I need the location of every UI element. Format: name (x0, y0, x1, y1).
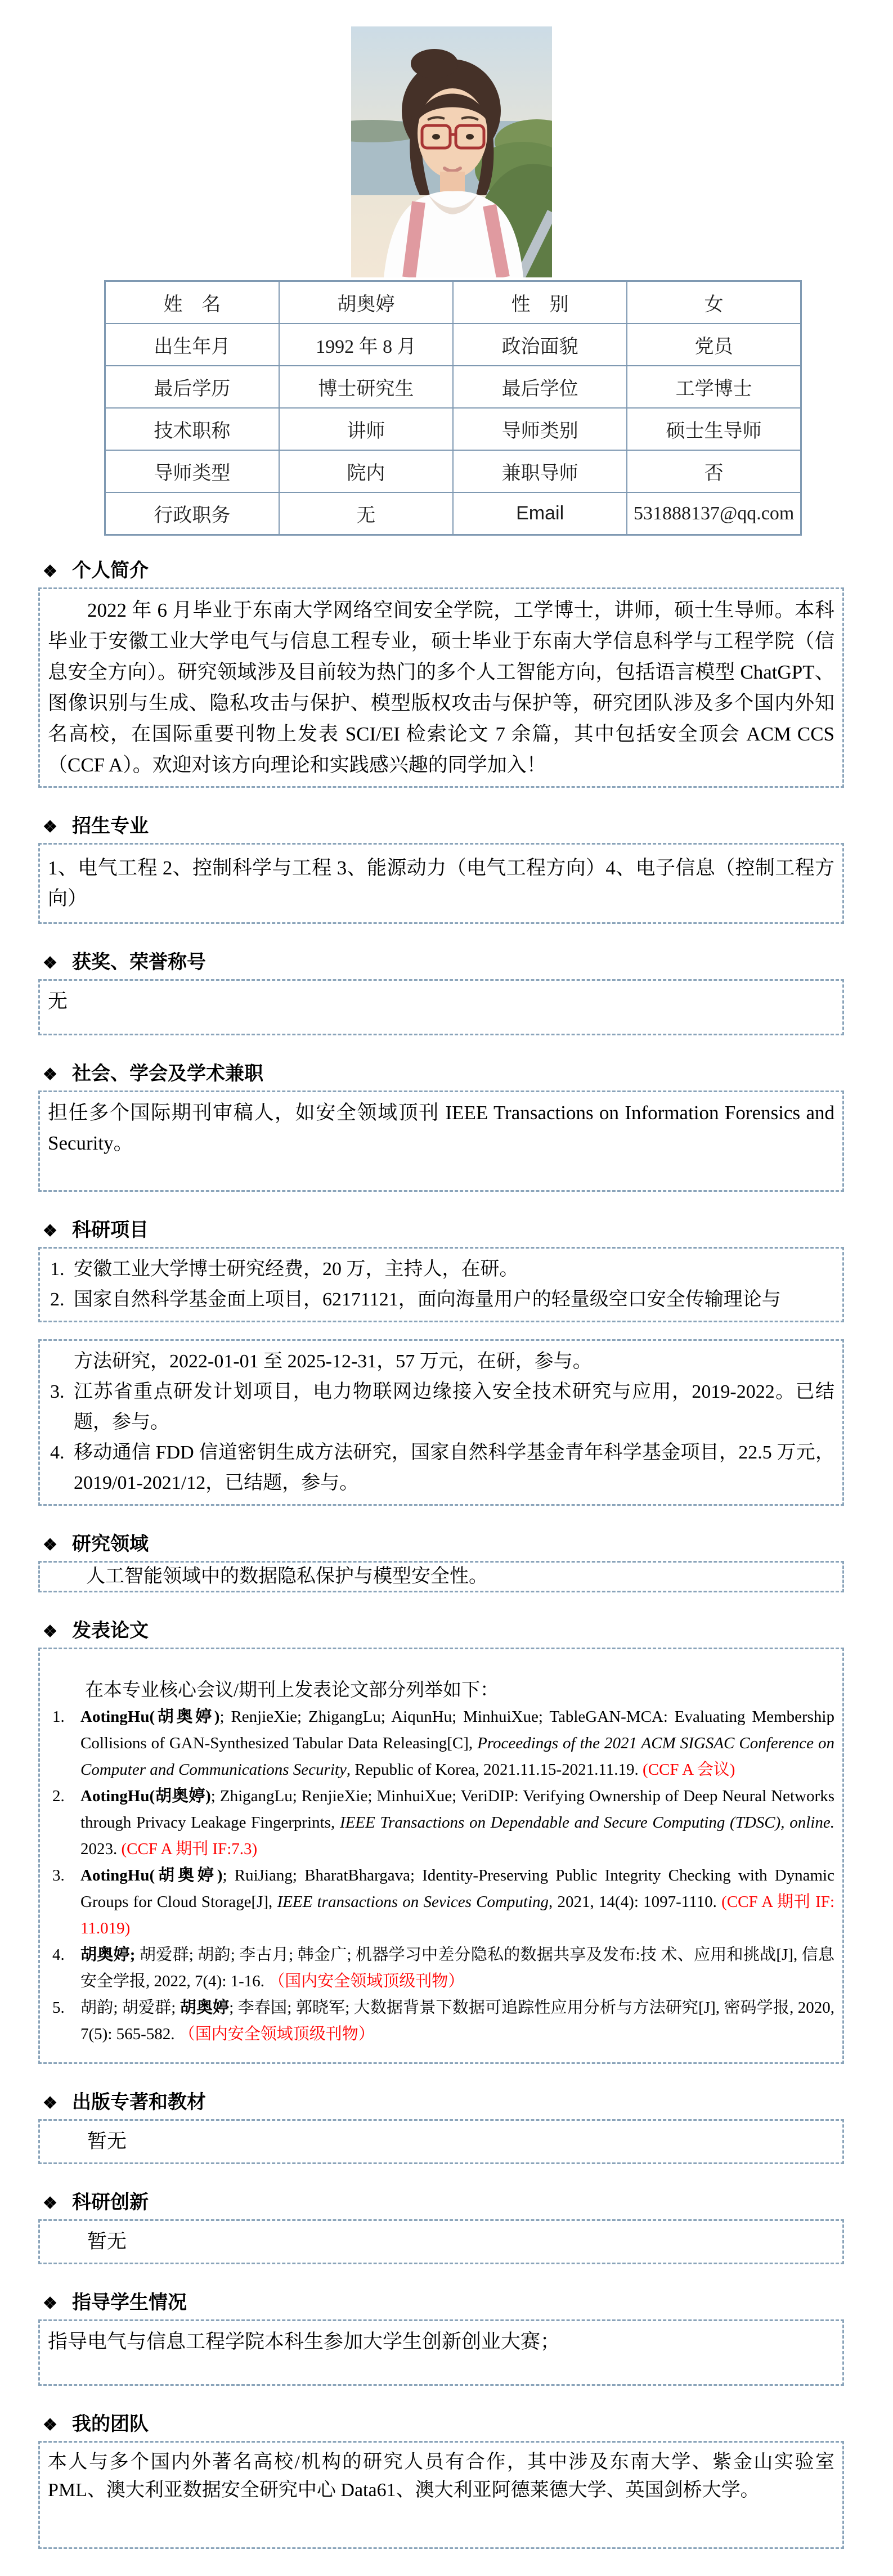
table-row (105, 281, 801, 324)
field-label-education: 最后学历 (105, 366, 279, 408)
section-title: 发表论文 (72, 1621, 149, 1641)
awards-text: 无 (48, 990, 68, 1012)
diamond-bullet-icon: ❖ (43, 1536, 57, 1554)
section-header (43, 816, 844, 837)
bottom-whitespace (0, 2549, 893, 2576)
field-label-political: 政治面貌 (453, 324, 627, 366)
research-area-box (38, 1561, 844, 1592)
section-students (38, 2292, 844, 2386)
section-title: 科研项目 (72, 1220, 149, 1241)
innovation-box (38, 2219, 844, 2264)
item-number: 3. (52, 1866, 65, 1884)
field-value-admin-duty: 无 (279, 492, 453, 535)
publications-lead: 在本专业核心会议/期刊上发表论文部分列举如下： (85, 1680, 499, 1700)
section-header (43, 2414, 844, 2435)
publication-text: 2023. (80, 1840, 122, 1858)
sections-container (38, 560, 844, 2549)
project-item (48, 1377, 834, 1438)
item-number: 2. (50, 1289, 65, 1310)
innovation-text: 暂无 (87, 2231, 127, 2252)
profile-photo (351, 26, 552, 277)
projects-box-1 (38, 1247, 844, 1322)
publication-ccf-tag: (CCF A 期刊 IF: 11.019) (80, 1893, 834, 1937)
section-header (43, 2092, 844, 2113)
publication-journal-tag: （国内安全领域顶级刊物） (268, 1972, 465, 1990)
enroll-majors-box (38, 843, 844, 924)
field-value-political: 党员 (627, 324, 801, 366)
diamond-bullet-icon: ❖ (43, 1222, 57, 1240)
field-label-name: 姓 名 (105, 281, 279, 324)
section-research-area (38, 1534, 844, 1592)
field-value-birth: 1992 年 8 月 (279, 324, 453, 366)
section-title: 科研创新 (72, 2192, 149, 2213)
publication-journal-tag: （国内安全领域顶级刊物） (178, 2025, 375, 2043)
publication-item (48, 1783, 834, 1863)
section-title: 我的团队 (72, 2414, 149, 2435)
diamond-bullet-icon: ❖ (43, 954, 57, 972)
section-header (43, 1063, 844, 1085)
publication-item (48, 1942, 834, 1995)
field-label-degree: 最后学位 (453, 366, 627, 408)
publication-author-highlight: AotingHu(胡奥婷) (80, 1708, 220, 1726)
publication-ccf-tag: (CCF A 期刊 IF:7.3) (121, 1840, 258, 1858)
team-text: 本人与多个国内外著名高校/机构的研究人员有合作，其中涉及东南大学、紫金山实验室 PML、澳大利亚数据安全研究中心 Data61、澳大利亚阿德莱德大学、英国剑桥大学。 (48, 2452, 834, 2501)
item-number: 3. (50, 1381, 65, 1402)
projects-box-2 (38, 1339, 844, 1506)
publication-item (48, 1704, 834, 1783)
section-header (43, 1534, 844, 1555)
publication-text: ; 李春国; 郭晓军; 大数据背景下数据可追踪性应用分析与方法研究[J], 密码学报, 2020, 7(5): 565-582. (80, 1999, 834, 2043)
enroll-majors-text: 1、电气工程 2、控制科学与工程 3、能源动力（电气工程方向）4、电子信息（控制工程方向） (48, 857, 834, 909)
publication-author-highlight: 胡奥婷; (80, 1946, 136, 1964)
field-value-email: 531888137@qq.com (627, 492, 801, 535)
publication-item (48, 1863, 834, 1942)
section-header (43, 1621, 844, 1642)
field-label-title: 技术职称 (105, 408, 279, 450)
publication-text: , 2021, 14(4): 1097-1110. (549, 1893, 722, 1911)
section-books (38, 2092, 844, 2164)
project-item-continued (48, 1347, 834, 1377)
table-row (105, 492, 801, 535)
item-number: 1. (52, 1708, 65, 1726)
diamond-bullet-icon: ❖ (43, 818, 57, 836)
section-awards (38, 952, 844, 1035)
personal-info-table (104, 280, 802, 536)
publication-venue: IEEE Transactions on Dependable and Secure Computing (TDSC), online. (339, 1814, 834, 1832)
table-row (105, 450, 801, 492)
diamond-bullet-icon: ❖ (43, 562, 57, 581)
portrait-photo-graphic (351, 26, 552, 277)
diamond-bullet-icon: ❖ (43, 2194, 57, 2213)
section-header (43, 560, 844, 582)
diamond-bullet-icon: ❖ (43, 2416, 57, 2434)
section-intro (38, 560, 844, 788)
section-header (43, 1220, 844, 1241)
field-value-title: 讲师 (279, 408, 453, 450)
diamond-bullet-icon: ❖ (43, 1065, 57, 1084)
project-text: 安徽工业大学博士研究经费，20 万，主持人，在研。 (74, 1259, 519, 1280)
publication-venue: Proceedings of the 2021 ACM SIGSAC Conference on Computer and Communications Security (80, 1734, 835, 1779)
diamond-bullet-icon: ❖ (43, 2294, 57, 2313)
publication-venue: IEEE transactions on Sevices Computing (277, 1893, 549, 1911)
section-enroll-majors (38, 816, 844, 924)
publication-author-highlight: AotingHu(胡奥婷) (80, 1787, 211, 1805)
section-header (43, 2192, 844, 2214)
section-title: 个人简介 (72, 560, 149, 581)
section-innovation (38, 2192, 844, 2264)
item-number: 5. (52, 1999, 65, 2017)
section-title: 指导学生情况 (72, 2292, 187, 2313)
field-label-supervisor-type: 导师类型 (105, 450, 279, 492)
publication-text: ; RenjieXie; ZhigangLu; AiqunHu; MinhuiXue; TableGAN-MCA: Evaluating Membership Collisions of GAN-Synthesized Tabular Data Releasing[C], (80, 1708, 834, 1752)
table-row (105, 324, 801, 366)
section-academic-service (38, 1063, 844, 1192)
publication-author-highlight: 胡奥婷 (180, 1999, 230, 2017)
field-value-name: 胡奥婷 (279, 281, 453, 324)
field-value-gender: 女 (627, 281, 801, 324)
item-number: 4. (52, 1946, 65, 1964)
publication-text: ; ZhigangLu; RenjieXie; MinhuiXue; VeriDIP: Verifying Ownership of Deep Neural Networks through Privacy Leakage Fingerprints, (80, 1787, 834, 1832)
section-projects (38, 1220, 844, 1506)
project-text: 江苏省重点研发计划项目，电力物联网边缘接入安全技术研究与应用，2019-2022。已结题，参与。 (74, 1381, 834, 1433)
project-text: 国家自然科学基金面上项目，62171121，面向海量用户的轻量级空口安全传输理论与 (74, 1289, 781, 1310)
field-value-supervisor-category: 硕士生导师 (627, 408, 801, 450)
field-value-education: 博士研究生 (279, 366, 453, 408)
academic-service-box (38, 1090, 844, 1192)
field-label-admin-duty: 行政职务 (105, 492, 279, 535)
awards-box (38, 979, 844, 1035)
intro-text: 2022 年 6 月毕业于东南大学网络空间安全学院，工学博士，讲师，硕士生导师。本科毕业于安徽工业大学电气与信息工程专业，硕士毕业于东南大学信息科学与工程学院（信息安全方向）。研究领域涉及目前较为热门的多个人工智能方向，包括语言模型 ChatGPT、图像识别与生成、隐私攻击与保护、模型版权攻击与保护等，研究团队涉及多个国内外知名高校，在国际重要刊物上发表 SCI/EI 检索论文 7 余篇，其中包括安全顶会 ACM CCS（CCF A）。欢迎对该方向理论和实践感兴趣的同学加入！ (48, 599, 834, 776)
item-number: 2. (52, 1787, 65, 1805)
section-title: 获奖、荣誉称号 (72, 952, 206, 973)
field-value-supervisor-type: 院内 (279, 450, 453, 492)
table-row (105, 408, 801, 450)
section-publications (38, 1621, 844, 2064)
section-title: 社会、学会及学术兼职 (72, 1063, 263, 1084)
publication-ccf-tag: (CCF A 会议) (643, 1761, 735, 1779)
table-row (105, 366, 801, 408)
books-box (38, 2119, 844, 2164)
field-label-email: Email (453, 492, 627, 535)
field-label-supervisor-category: 导师类别 (453, 408, 627, 450)
publication-author-highlight: AotingHu(胡奥婷) (80, 1866, 223, 1884)
students-box (38, 2319, 844, 2386)
publication-text: 胡韵; 胡爱群; (80, 1999, 180, 2017)
research-area-text: 人工智能领域中的数据隐私保护与模型安全性。 (86, 1566, 488, 1587)
section-header (43, 2292, 844, 2314)
item-number: 1. (50, 1259, 65, 1280)
section-title: 研究领域 (72, 1534, 149, 1555)
publication-text: 胡爱群; 胡韵; 李古月; 韩金广; 机器学习中差分隐私的数据共享及发布:技 术、应用和挑战[J], 信息安全学报, 2022, 7(4): 1-16. (80, 1946, 834, 1990)
diamond-bullet-icon: ❖ (43, 2094, 57, 2112)
project-item (48, 1438, 834, 1498)
academic-service-text: 担任多个国际期刊审稿人，如安全领域顶刊 IEEE Transactions on Information Forensics and Security。 (48, 1102, 834, 1154)
section-title: 出版专著和教材 (72, 2092, 206, 2113)
publication-item (48, 1995, 834, 2048)
section-team (38, 2414, 844, 2549)
publications-box (38, 1648, 844, 2064)
diamond-bullet-icon: ❖ (43, 1622, 57, 1641)
publication-text: ; RuiJiang; BharatBhargava; Identity-Preserving Public Integrity Checking with Dynamic Groups for Cloud Storage[J], (80, 1866, 834, 1911)
field-label-birth: 出生年月 (105, 324, 279, 366)
project-text: 移动通信 FDD 信道密钥生成方法研究，国家自然科学基金青年科学基金项目，22.5 万元，2019/01-2021/12，已结题，参与。 (74, 1442, 834, 1493)
publication-text: , Republic of Korea, 2021.11.15-2021.11.19. (346, 1761, 643, 1779)
section-header (43, 952, 844, 973)
section-title: 招生专业 (72, 816, 149, 837)
project-item (48, 1254, 834, 1285)
item-number: 4. (50, 1442, 65, 1463)
field-label-parttime-supervisor: 兼职导师 (453, 450, 627, 492)
books-text: 暂无 (87, 2130, 127, 2152)
students-text: 指导电气与信息工程学院本科生参加大学生创新创业大赛； (48, 2331, 560, 2353)
field-value-parttime-supervisor: 否 (627, 450, 801, 492)
project-item (48, 1285, 834, 1315)
field-value-degree: 工学博士 (627, 366, 801, 408)
project-text: 方法研究，2022-01-01 至 2025-12-31，57 万元，在研，参与。 (74, 1351, 592, 1372)
team-box (38, 2441, 844, 2549)
intro-box (38, 587, 844, 788)
field-label-gender: 性 别 (453, 281, 627, 324)
